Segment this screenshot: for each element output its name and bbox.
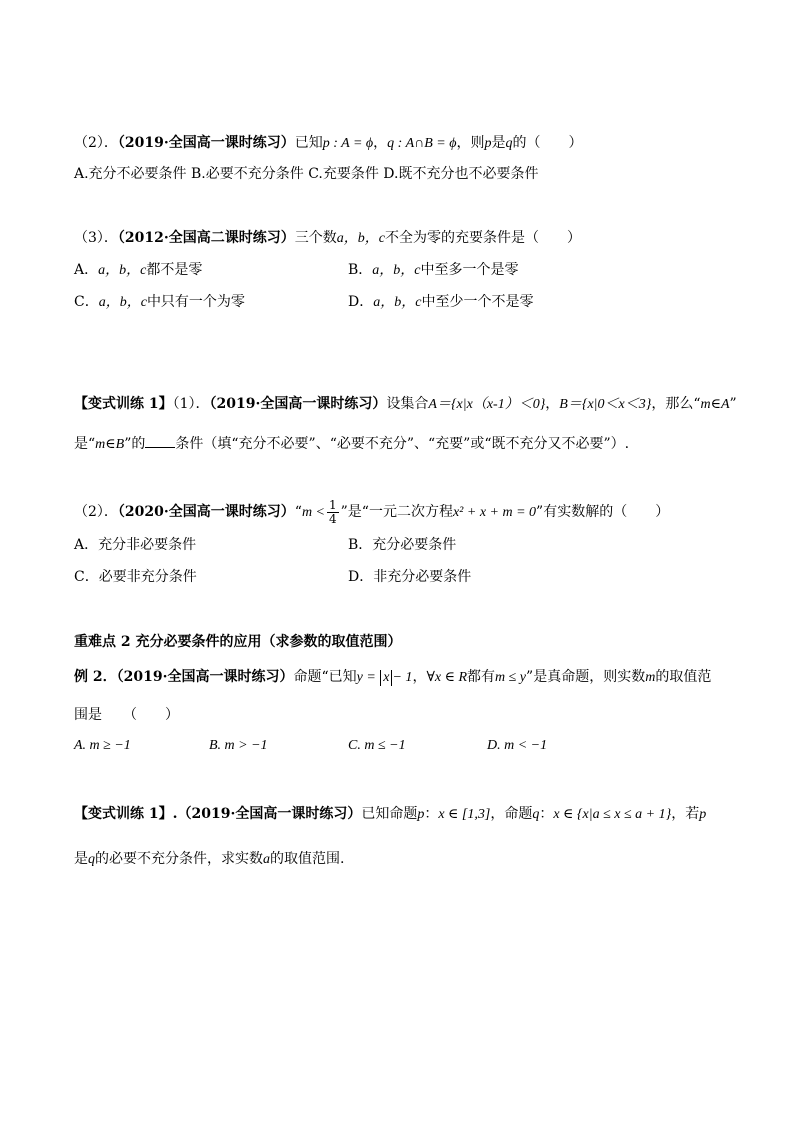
- bs3-p-expr: x ∈ [1,3]: [438, 807, 491, 822]
- section-title: 重难点 2 充分必要条件的应用（求参数的取值范围）: [74, 634, 402, 650]
- bs1-t5: 是“: [74, 436, 96, 452]
- bs2-t2: ”有实数解的（ ）: [536, 504, 670, 520]
- q3-opt-a-text: 都不是零: [146, 262, 203, 278]
- ex2-option-c: C. m ≤ −1: [348, 738, 406, 753]
- bs2-frac-num: 1: [329, 497, 337, 512]
- q2-sep: ，: [373, 135, 388, 151]
- bs1-t3: ，那么“: [651, 396, 701, 412]
- bs1-answer-blank[interactable]: [145, 433, 175, 448]
- ex2-forall: ∀x ∈ R: [426, 670, 468, 685]
- bs1-tag: 【变式训练 1】: [74, 396, 173, 412]
- ex2-condition: m ≤ y: [495, 670, 527, 685]
- bs1-t7: 条件（填“充分不必要”、“必要不充分”、“充要”或“既不充分又不必要”）.: [175, 436, 630, 452]
- ex2-t4: ”是真命题，则实数: [526, 669, 646, 685]
- bs3-source: （2019·全国高一课时练习）: [177, 806, 362, 822]
- ex2-stem: [74, 667, 711, 688]
- q3-opt-a-label: A．: [74, 262, 99, 278]
- q3-text-end: 不全为零的充要条件是（ ）: [384, 230, 581, 246]
- q3-option-d: [348, 292, 533, 313]
- bs1-source: （2019·全国高一课时练习）: [209, 396, 387, 412]
- bs3-t2: ：: [424, 806, 439, 822]
- q3-option-a: [74, 260, 202, 281]
- bs1-m-in-a: m∈A: [700, 397, 730, 412]
- bs1-t6: ”的: [124, 436, 146, 452]
- q2-options: A.充分不必要条件 B.必要不充分条件 C.充要条件 D.既不充分也不必要条件: [74, 166, 539, 182]
- ex2-t5: 的取值范: [655, 669, 712, 685]
- q3-stem: [74, 228, 581, 249]
- q3-opt-d-label: D．: [348, 294, 374, 310]
- ex2-minus1: − 1: [392, 670, 413, 685]
- bs1-stem-cont: [74, 433, 629, 455]
- bs3-t7: 的必要不充分条件，求实数: [95, 851, 263, 867]
- q3-opt-c-abc: a，b，c: [98, 295, 147, 310]
- q3-source: （2012·全国高二课时练习）: [117, 230, 295, 246]
- bs1-t4: ”: [729, 396, 737, 412]
- q2-q: q: [505, 136, 513, 151]
- bs3-t4: ：: [539, 806, 554, 822]
- bs2-number: （2）．: [74, 504, 118, 520]
- bs2-option-a: A．充分非必要条件: [74, 537, 197, 553]
- q3-option-c: [74, 292, 245, 313]
- q3-text: 三个数: [294, 230, 337, 246]
- ex2-abs-x: x: [380, 670, 392, 686]
- bs3-stem: [74, 804, 706, 825]
- q3-opt-d-abc: a，b，c: [373, 295, 422, 310]
- bs1-stem: [74, 394, 737, 415]
- bs3-stem-cont: [74, 849, 344, 870]
- bs2-stem: [74, 498, 669, 527]
- ex2-m: m: [645, 670, 656, 685]
- ex2-stem-cont: 围是 （ ）: [74, 707, 179, 723]
- bs1-m-in-b: m∈B: [95, 437, 125, 452]
- q3-opt-b-text: 中至多一个是零: [420, 262, 519, 278]
- q3-opt-a-abc: a，b，c: [98, 263, 147, 278]
- bs3-t5: ，若: [671, 806, 700, 822]
- q3-option-b: [348, 260, 519, 281]
- bs2-option-c: C．必要非充分条件: [74, 569, 197, 585]
- bs1-t1: 设集合: [386, 396, 429, 412]
- q3-number: （3）．: [74, 230, 118, 246]
- bs2-q1: “: [294, 504, 302, 520]
- bs3-q-expr: x ∈ {x|a ≤ x ≤ a + 1}: [553, 807, 672, 822]
- bs3-q2: q: [88, 852, 95, 867]
- bs3-t6: 是: [74, 851, 88, 867]
- bs2-option-d: D．非充分必要条件: [348, 569, 472, 585]
- bs1-t2: ，: [545, 396, 560, 412]
- bs1-number: （1）．: [172, 396, 210, 412]
- bs2-t1: ”是“一元二次方程: [340, 504, 453, 520]
- bs2-source: （2020·全国高一课时练习）: [117, 504, 295, 520]
- bs2-frac-den: 4: [329, 511, 337, 526]
- bs3-tag: 【变式训练 1】.: [74, 806, 178, 822]
- q3-abc: a，b，c: [336, 231, 385, 246]
- ex2-t2: ，: [412, 669, 427, 685]
- bs1-set-b: B＝{x|0＜x＜3}: [559, 397, 652, 412]
- q2-number: （2）．: [74, 135, 118, 151]
- q2-p: p: [484, 136, 492, 151]
- ex2-option-b: B. m > −1: [209, 738, 268, 753]
- bs3-t3: ，命题: [490, 806, 533, 822]
- q2-text-b: ，则: [456, 135, 485, 151]
- ex2-option-d: D. m < −1: [487, 738, 548, 753]
- q3-opt-b-label: B．: [348, 262, 373, 278]
- bs2-equation: x² + x + m = 0: [452, 505, 537, 520]
- ex2-t3: 都有: [467, 669, 496, 685]
- ex2-option-a: A. m ≥ −1: [74, 738, 131, 753]
- q2-end: 的（ ）: [512, 135, 583, 151]
- q3-opt-c-text: 中只有一个为零: [146, 294, 245, 310]
- q2-is: 是: [491, 135, 506, 151]
- q2-q-expr: q : A∩B = ϕ: [387, 136, 457, 151]
- q2-source: （2019·全国高一课时练习）: [117, 135, 295, 151]
- ex2-label: 例 2．: [74, 669, 117, 685]
- q2-p-expr: p : A = ϕ: [322, 136, 374, 151]
- bs3-a: a: [263, 852, 270, 867]
- bs3-q: q: [532, 807, 540, 822]
- bs3-p2: p: [699, 807, 707, 822]
- bs2-option-b: B．充分必要条件: [348, 537, 457, 553]
- q2-stem: [74, 133, 583, 154]
- q2-text-a: 已知: [294, 135, 323, 151]
- bs2-fraction: [327, 499, 339, 526]
- q3-opt-b-abc: a，b，c: [372, 263, 421, 278]
- bs3-p: p: [417, 807, 425, 822]
- bs2-m-lt: m <: [301, 505, 325, 520]
- ex2-t1: 命题“已知: [293, 669, 357, 685]
- ex2-source: （2019·全国高一课时练习）: [116, 669, 294, 685]
- bs3-t1: 已知命题: [361, 806, 418, 822]
- ex2-y-eq: y =: [356, 670, 376, 685]
- q3-opt-d-text: 中至少一个不是零: [421, 294, 534, 310]
- bs1-set-a: A＝{x|x（x-1）＜0}: [428, 397, 546, 412]
- bs3-t8: 的取值范围.: [270, 851, 345, 867]
- q3-opt-c-label: C．: [74, 294, 99, 310]
